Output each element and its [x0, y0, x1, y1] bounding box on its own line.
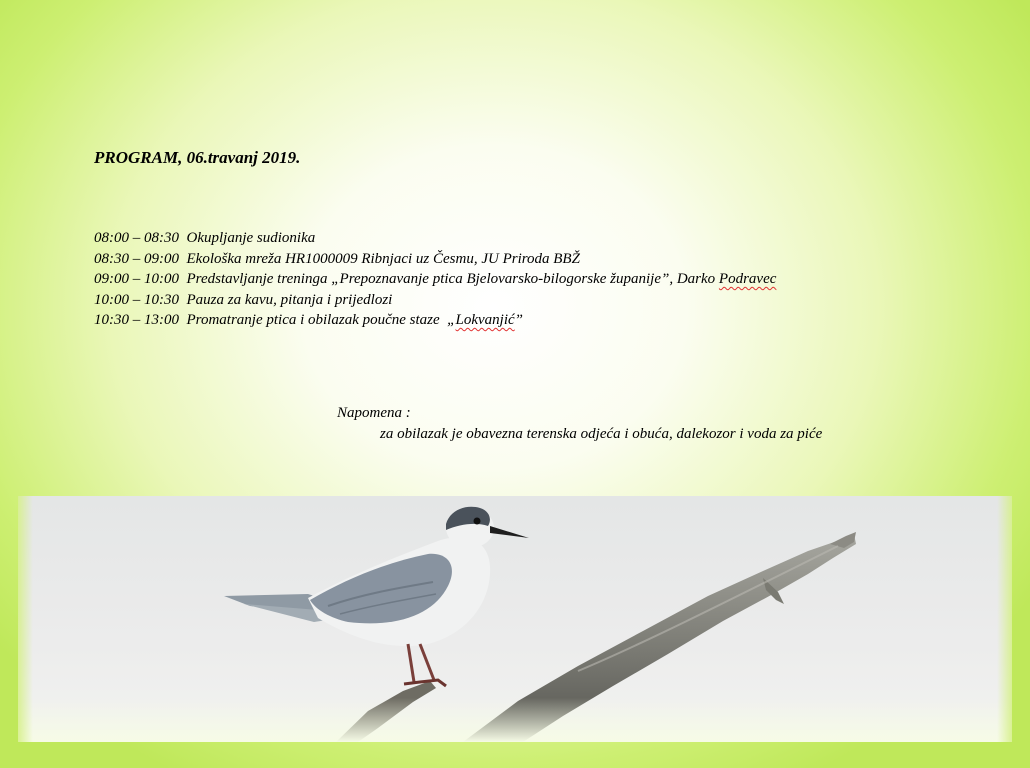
schedule-row — [94, 228, 776, 249]
schedule-list — [94, 228, 776, 331]
schedule-text: Pauza za kavu, pitanja i prijedlozi — [186, 291, 393, 308]
schedule-text: Ekološka mreža HR1000009 Ribnjaci uz Česmu, JU Priroda BBŽ — [186, 250, 580, 267]
schedule-text: Predstavljanje treninga „Prepoznavanje ptica Bjelovarsko-bilogorske županije”, Darko — [186, 271, 719, 287]
schedule-text: Promatranje ptica i obilazak poučne staze „ — [186, 312, 456, 328]
schedule-time: 08:00 – 08:30 — [94, 230, 179, 246]
schedule-time: 10:30 – 13:00 — [94, 312, 179, 328]
program-title: PROGRAM, 06.travanj 2019. — [94, 148, 301, 167]
schedule-row — [94, 249, 776, 270]
schedule-row — [94, 269, 776, 290]
schedule-text: Okupljanje sudionika — [186, 230, 316, 246]
tern-on-branch-image — [18, 496, 1012, 742]
note-label: Napomena : — [337, 405, 411, 421]
schedule-text-end: ” — [514, 312, 524, 328]
tern-photo — [18, 496, 1012, 742]
schedule-time: 08:30 – 09:00 — [94, 250, 179, 267]
schedule-time: 09:00 – 10:00 — [94, 271, 179, 287]
note-text: za obilazak je obavezna terenska odjeća i obuća, dalekozor i voda za piće — [380, 426, 823, 442]
spellcheck-word: Podravec — [718, 271, 777, 287]
schedule-row — [94, 290, 776, 311]
schedule-time: 10:00 – 10:30 — [94, 291, 179, 308]
schedule-row — [94, 310, 776, 331]
spellcheck-word: Lokvanjić — [455, 312, 515, 328]
